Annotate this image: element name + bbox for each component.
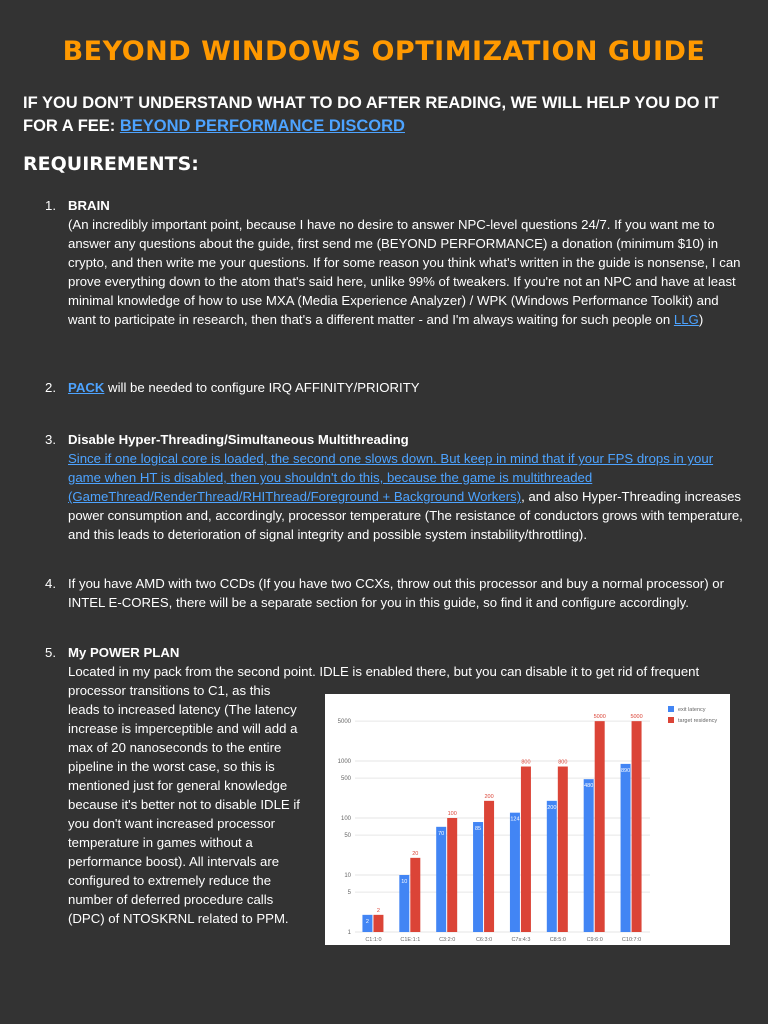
data-label: 85 <box>475 826 482 833</box>
item-heading: Disable Hyper-Threading/Simultaneous Multithreading <box>68 432 409 447</box>
bar-exit-latency <box>510 813 520 932</box>
requirements-heading: REQUIREMENTS: <box>23 153 199 175</box>
list-number: 4. <box>45 576 56 591</box>
x-tick-label: C3:2:0 <box>439 937 456 943</box>
list-item-brain <box>45 196 747 329</box>
y-tick-label: 500 <box>340 776 351 783</box>
y-tick-label: 5000 <box>337 719 351 726</box>
page-title: BEYOND WINDOWS OPTIMIZATION GUIDE <box>62 36 706 67</box>
item-text <box>68 215 747 329</box>
llg-link[interactable]: LLG <box>673 312 699 327</box>
data-label: 200 <box>484 793 494 800</box>
y-tick-label: 5 <box>347 890 351 897</box>
bar-exit-latency <box>436 827 446 932</box>
bar-target-residency <box>558 767 568 932</box>
legend-label: exit latency <box>678 707 706 713</box>
bar-target-residency <box>595 721 605 932</box>
data-label: 100 <box>447 811 457 817</box>
item-body-text: (An incredibly important point, because I have no desire to answer NPC-level questions 24/7. If you want me to answer any questions about the guide, first send me (BEYOND PERFORMANCE) a donation (minimum $10) in crypto, and then write me your questions. If for some reason you think what's written in the guide is nonsense, I can prove everything down to the atom that's said here, unlike 99% of tweakers. If you're not an NPC and have at least minimal knowledge of how to use MXA (Media Experience Analyzer) / WPK (Windows Performance Toolkit) and want to participate in research, then that's a different matter - and I'm always waiting for such people on <box>68 217 741 327</box>
y-tick-label: 1 <box>347 930 351 936</box>
data-label: 20 <box>412 850 419 857</box>
discord-link[interactable]: BEYOND PERFORMANCE DISCORD <box>119 117 405 135</box>
data-label: 800 <box>521 759 531 766</box>
item-line: Located in my pack from the second point. IDLE is enabled there, but you can disable it to get rid of frequent <box>68 664 700 679</box>
data-label: 2 <box>376 907 380 914</box>
item-heading: My POWER PLAN <box>68 645 180 660</box>
x-tick-label: C10:7:0 <box>621 937 642 943</box>
y-tick-label: 50 <box>344 833 351 840</box>
data-label: 70 <box>438 830 445 837</box>
list-number: 3. <box>45 432 56 447</box>
legend-swatch <box>668 717 674 723</box>
y-tick-label: 1000 <box>337 759 351 765</box>
item-text: processor transitions to C1, as this leads to increased latency (The latency increase is imperceptible and will add a max of 20 nanoseconds to the entire pipeline in the worst case, so this is mentioned just for general knowledge because it's better not to disable IDLE if you don't want increased processor temperature in games without a performance boost). All intervals are configured to extremely reduce the number of deferred procedure calls (DPC) of NTOSKRNL related to PPM. <box>68 683 300 926</box>
data-label: 890 <box>620 767 631 774</box>
item-tail: ) <box>698 312 704 327</box>
pack-link[interactable]: PACK <box>68 380 105 395</box>
list-item-ccd <box>45 574 747 612</box>
data-label: 5000 <box>593 714 606 721</box>
x-tick-label: C8:5:0 <box>549 937 566 943</box>
legend-swatch <box>668 706 674 712</box>
x-tick-label: C1:1:0 <box>365 937 382 943</box>
bar-exit-latency <box>621 764 631 932</box>
bar-target-residency <box>410 858 420 932</box>
list-number: 2. <box>45 380 56 395</box>
cstate-chart <box>325 694 730 945</box>
bar-exit-latency <box>473 822 483 932</box>
list-item-pack <box>45 378 747 397</box>
bar-exit-latency <box>584 779 594 932</box>
list-number: 1. <box>45 198 56 213</box>
list-item-hyperthreading <box>45 430 747 544</box>
data-label: 10 <box>401 879 408 885</box>
item-text: If you have AMD with two CCDs (If you have two CCXs, throw out this processor and buy a normal processor) or INTEL E-CORES, there will be a separate section for you in this guide, so find it and configure accordingly. <box>68 576 724 610</box>
list-number: 5. <box>45 645 56 660</box>
data-label: 200 <box>547 804 557 811</box>
help-notice <box>23 92 743 138</box>
item-body-text: , and also Hyper-Threading increases power consumption and, accordingly, processor temperature (The resistance of conductors grows with temperature, and this leads to deterioration of signal integrity and possible system instability/throttling). <box>68 489 743 542</box>
x-tick-label: C7s:4:3 <box>511 937 531 943</box>
bar-target-residency <box>484 801 494 932</box>
item-text <box>68 449 747 544</box>
cstate-chart-svg <box>325 694 730 945</box>
help-notice-text: IF YOU DON’T UNDERSTAND WHAT TO DO AFTER READING, WE WILL HELP YOU DO IT FOR A FEE: <box>23 94 719 135</box>
bar-target-residency <box>373 915 383 932</box>
x-tick-label: C6:3:0 <box>475 937 493 943</box>
y-tick-label: 10 <box>344 873 351 879</box>
item-heading: BRAIN <box>68 198 110 213</box>
data-label: 800 <box>558 759 568 766</box>
legend-label: target residency <box>678 718 718 724</box>
bar-exit-latency <box>547 801 557 932</box>
data-label: 480 <box>584 783 594 790</box>
x-tick-label: C1E:1:1 <box>400 937 421 943</box>
data-label: 5000 <box>630 714 643 721</box>
bar-target-residency <box>521 767 531 932</box>
item-text: will be needed to configure IRQ AFFINITY/PRIORITY <box>104 380 420 395</box>
data-label: 2 <box>365 918 369 925</box>
bar-target-residency <box>632 721 642 932</box>
y-tick-label: 100 <box>340 816 351 822</box>
bar-target-residency <box>447 818 457 932</box>
data-label: 124 <box>510 816 520 823</box>
hyperthreading-link[interactable]: Since if one logical core is loaded, the second one slows down. But keep in mind that if your FPS drops in your game when HT is disabled, then you shouldn't do this, because the game is multithreaded (GameThread/RenderThread/RHIThread/Foreground + Background Workers) <box>68 451 714 504</box>
x-tick-label: C9:6:0 <box>586 937 603 943</box>
